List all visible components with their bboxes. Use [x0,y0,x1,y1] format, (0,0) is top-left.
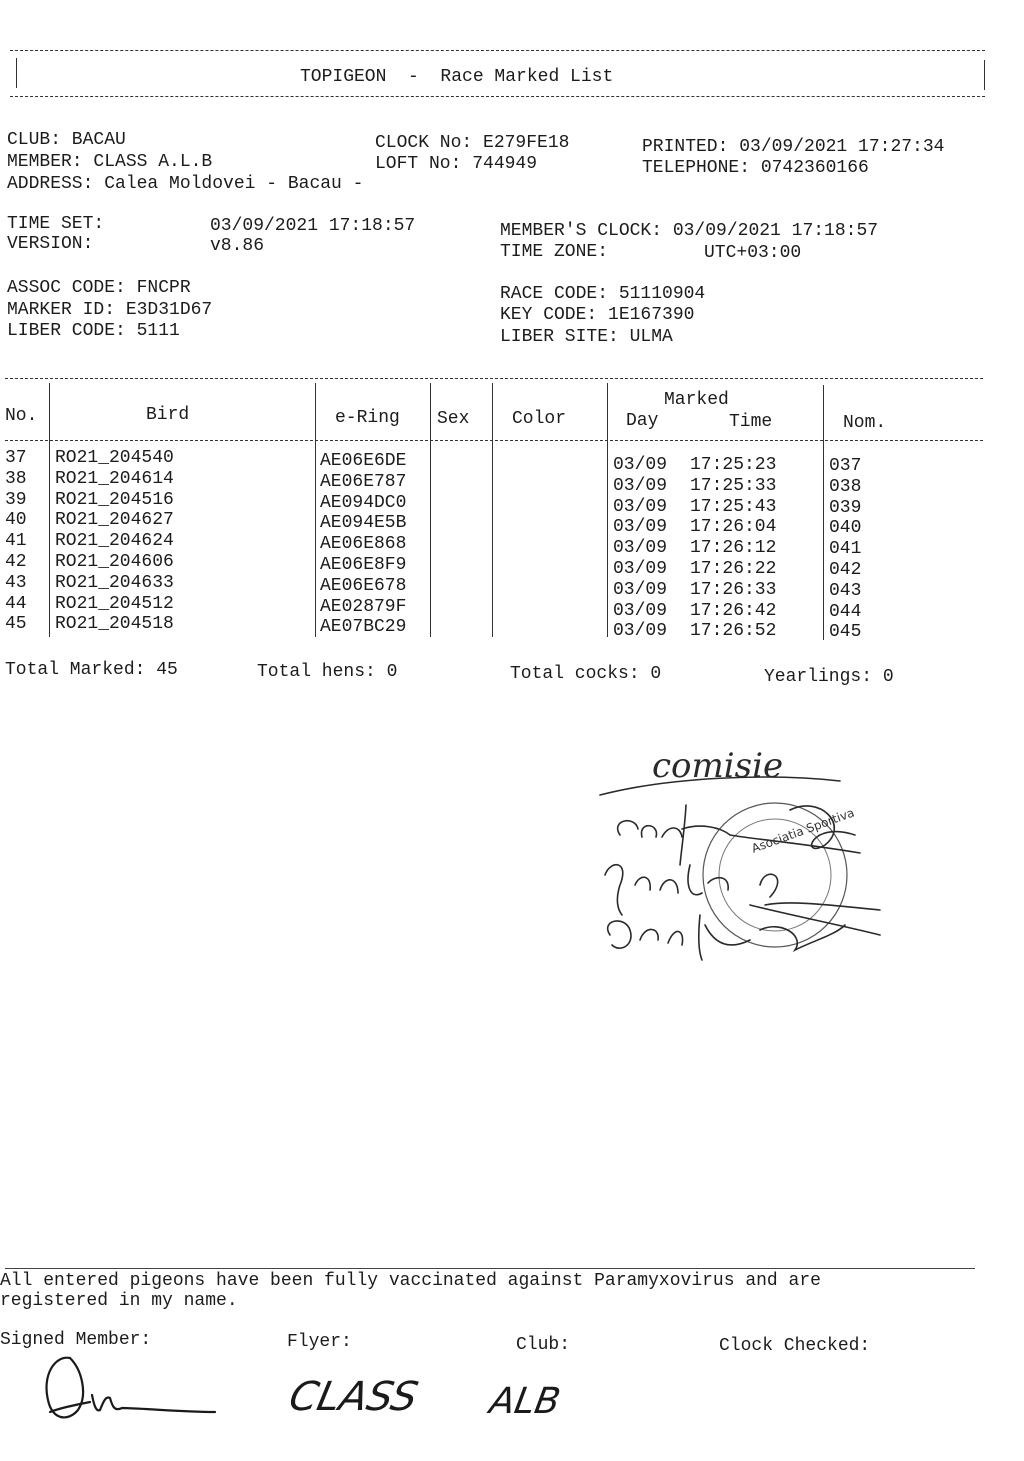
header-day: Day [626,411,659,431]
race-code: RACE CODE: 51110904 [500,284,706,304]
cell-bird: RO21_204516 [55,489,174,510]
cell-ering: AE02879F [320,596,407,617]
col-sep-color [492,383,493,637]
header-top-border [10,50,985,51]
signature-stroke-c [92,1395,215,1412]
cell-day: 03/09 [613,475,668,496]
cell-ering: AE06E868 [320,534,407,555]
cell-bird: RO21_204614 [55,468,174,489]
club-line: CLUB: BACAU [7,130,126,150]
cell-bird: RO21_204518 [55,614,174,635]
header-bird: Bird [146,405,190,425]
flyer-signature-drawing [285,1350,452,1430]
clock-no: CLOCK No: E279FE18 [375,133,570,153]
cell-no: 40 [5,510,27,531]
cell-day: 03/09 [613,600,668,621]
cell-bird: RO21_204512 [55,593,174,614]
cell-nom: 044 [829,601,862,622]
cell-no: 44 [5,593,27,614]
header-nom: Nom. [843,413,887,433]
cell-ering: AE094DC0 [320,492,407,513]
assoc-code: ASSOC CODE: FNCPR [7,278,191,298]
member-line: MEMBER: CLASS A.L.B [7,152,213,172]
cell-nom: 042 [829,560,862,580]
marker-id: MARKER ID: E3D31D67 [7,300,213,320]
col-sep-marked [607,383,608,637]
cell-no: 41 [5,531,27,552]
cell-time: 17:26:22 [690,559,777,579]
declaration-line-2: registered in my name. [0,1291,238,1311]
cell-no: 39 [5,489,27,510]
cell-time: 17:26:42 [690,600,777,621]
cell-nom: 038 [829,476,862,497]
time-zone-label: TIME ZONE: [500,242,609,262]
liber-code: LIBER CODE: 5111 [7,321,180,341]
cell-day: 03/09 [613,455,668,475]
cell-nom: 045 [829,622,862,643]
header-left-border [16,58,17,88]
cell-bird: RO21_204633 [55,572,174,593]
liber-site: LIBER SITE: ULMA [500,327,673,347]
cell-nom: 043 [829,580,862,601]
col-sep-sex [430,383,431,637]
cell-bird: RO21_204606 [55,552,174,572]
col-sep-bird [49,383,50,637]
header-no: No. [5,406,38,426]
footer-rule [5,1268,975,1269]
address-line: ADDRESS: Calea Moldovei - Bacau - [7,174,364,194]
club-signature [486,1358,590,1428]
signature-line-2 [605,865,728,915]
cell-day: 03/09 [613,517,668,538]
cell-nom: 037 [829,456,862,476]
cell-bird: RO21_204627 [55,510,174,531]
cell-nom: 041 [829,539,862,560]
version-value: v8.86 [210,236,265,256]
cell-time: 17:26:52 [690,621,777,642]
club-signature-text: ALB [486,1379,564,1422]
flyer-signature-text: CLASS [285,1372,423,1420]
cell-ering: AE06E678 [320,575,407,596]
signature-strike-2 [750,874,880,935]
cell-day: 03/09 [613,559,668,579]
signature-line-3 [608,915,845,960]
cell-day: 03/09 [613,496,668,517]
cell-ering: AE06E8F9 [320,555,407,575]
time-set-value: 03/09/2021 17:18:57 [210,216,416,236]
header-ering: e-Ring [335,408,400,428]
col-sep-nom [823,385,824,640]
cell-bird: RO21_204624 [55,531,174,552]
members-clock: MEMBER'S CLOCK: 03/09/2021 17:18:57 [500,221,879,241]
header-color: Color [512,409,567,429]
total-marked: Total Marked: 45 [5,660,178,680]
flyer-label: Flyer: [287,1332,352,1352]
signature-line-1 [618,805,860,865]
cell-time: 17:26:12 [690,538,777,559]
member-signature [30,1350,230,1440]
cell-ering: AE094E5B [320,513,407,534]
declaration-line-1: All entered pigeons have been fully vaccinated against Paramyxovirus and are [0,1271,821,1291]
key-code: KEY CODE: 1E167390 [500,305,695,325]
commission-signature-drawing [590,725,910,995]
version-label: VERSION: [7,234,94,254]
cell-no: 43 [5,572,27,593]
total-hens: Total hens: 0 [257,662,398,682]
cell-no: 42 [5,552,27,572]
club-label: Club: [516,1335,571,1355]
cell-time: 17:26:04 [690,517,777,538]
total-yearlings: Yearlings: 0 [764,667,894,687]
header-time: Time [729,412,773,432]
club-signature-drawing [486,1358,590,1428]
signed-member-label: Signed Member: [0,1330,152,1350]
total-cocks: Total cocks: 0 [510,664,662,684]
cell-time: 17:25:33 [690,475,777,496]
page-title: TOPIGEON - Race Marked List [300,67,614,87]
header-sex: Sex [437,409,470,429]
cell-time: 17:25:43 [690,496,777,517]
stamp-text: Asociatia Sportiva [749,805,857,856]
comisie-handwriting: comisie [652,746,784,786]
header-marked: Marked [664,390,729,410]
cell-day: 03/09 [613,538,668,559]
header-right-border [984,60,985,90]
time-zone-value: UTC+03:00 [704,243,802,263]
cell-ering: AE06E787 [320,471,407,492]
col-sep-ering [315,383,316,637]
time-set-label: TIME SET: [7,214,105,234]
table-top-rule [5,378,983,379]
cell-ering: AE06E6DE [320,451,407,471]
cell-nom: 040 [829,518,862,539]
member-signature-drawing [30,1350,230,1440]
cell-no: 37 [5,448,27,468]
cell-ering: AE07BC29 [320,617,407,638]
cell-day: 03/09 [613,579,668,600]
cell-day: 03/09 [613,621,668,642]
cell-time: 17:25:23 [690,455,777,475]
cell-bird: RO21_204540 [55,448,174,468]
loft-no: LOFT No: 744949 [375,154,538,174]
cell-no: 45 [5,614,27,635]
cell-no: 38 [5,468,27,489]
header-bottom-border [10,96,985,97]
telephone: TELEPHONE: 0742360166 [642,158,869,178]
printed-date: PRINTED: 03/09/2021 17:27:34 [642,137,945,157]
signature-stroke-b [50,1402,90,1412]
flyer-signature [285,1350,452,1430]
cell-nom: 039 [829,497,862,518]
table-header-rule [5,440,983,441]
commission-signatures [590,725,910,995]
clock-checked-label: Clock Checked: [719,1336,871,1356]
cell-time: 17:26:33 [690,579,777,600]
